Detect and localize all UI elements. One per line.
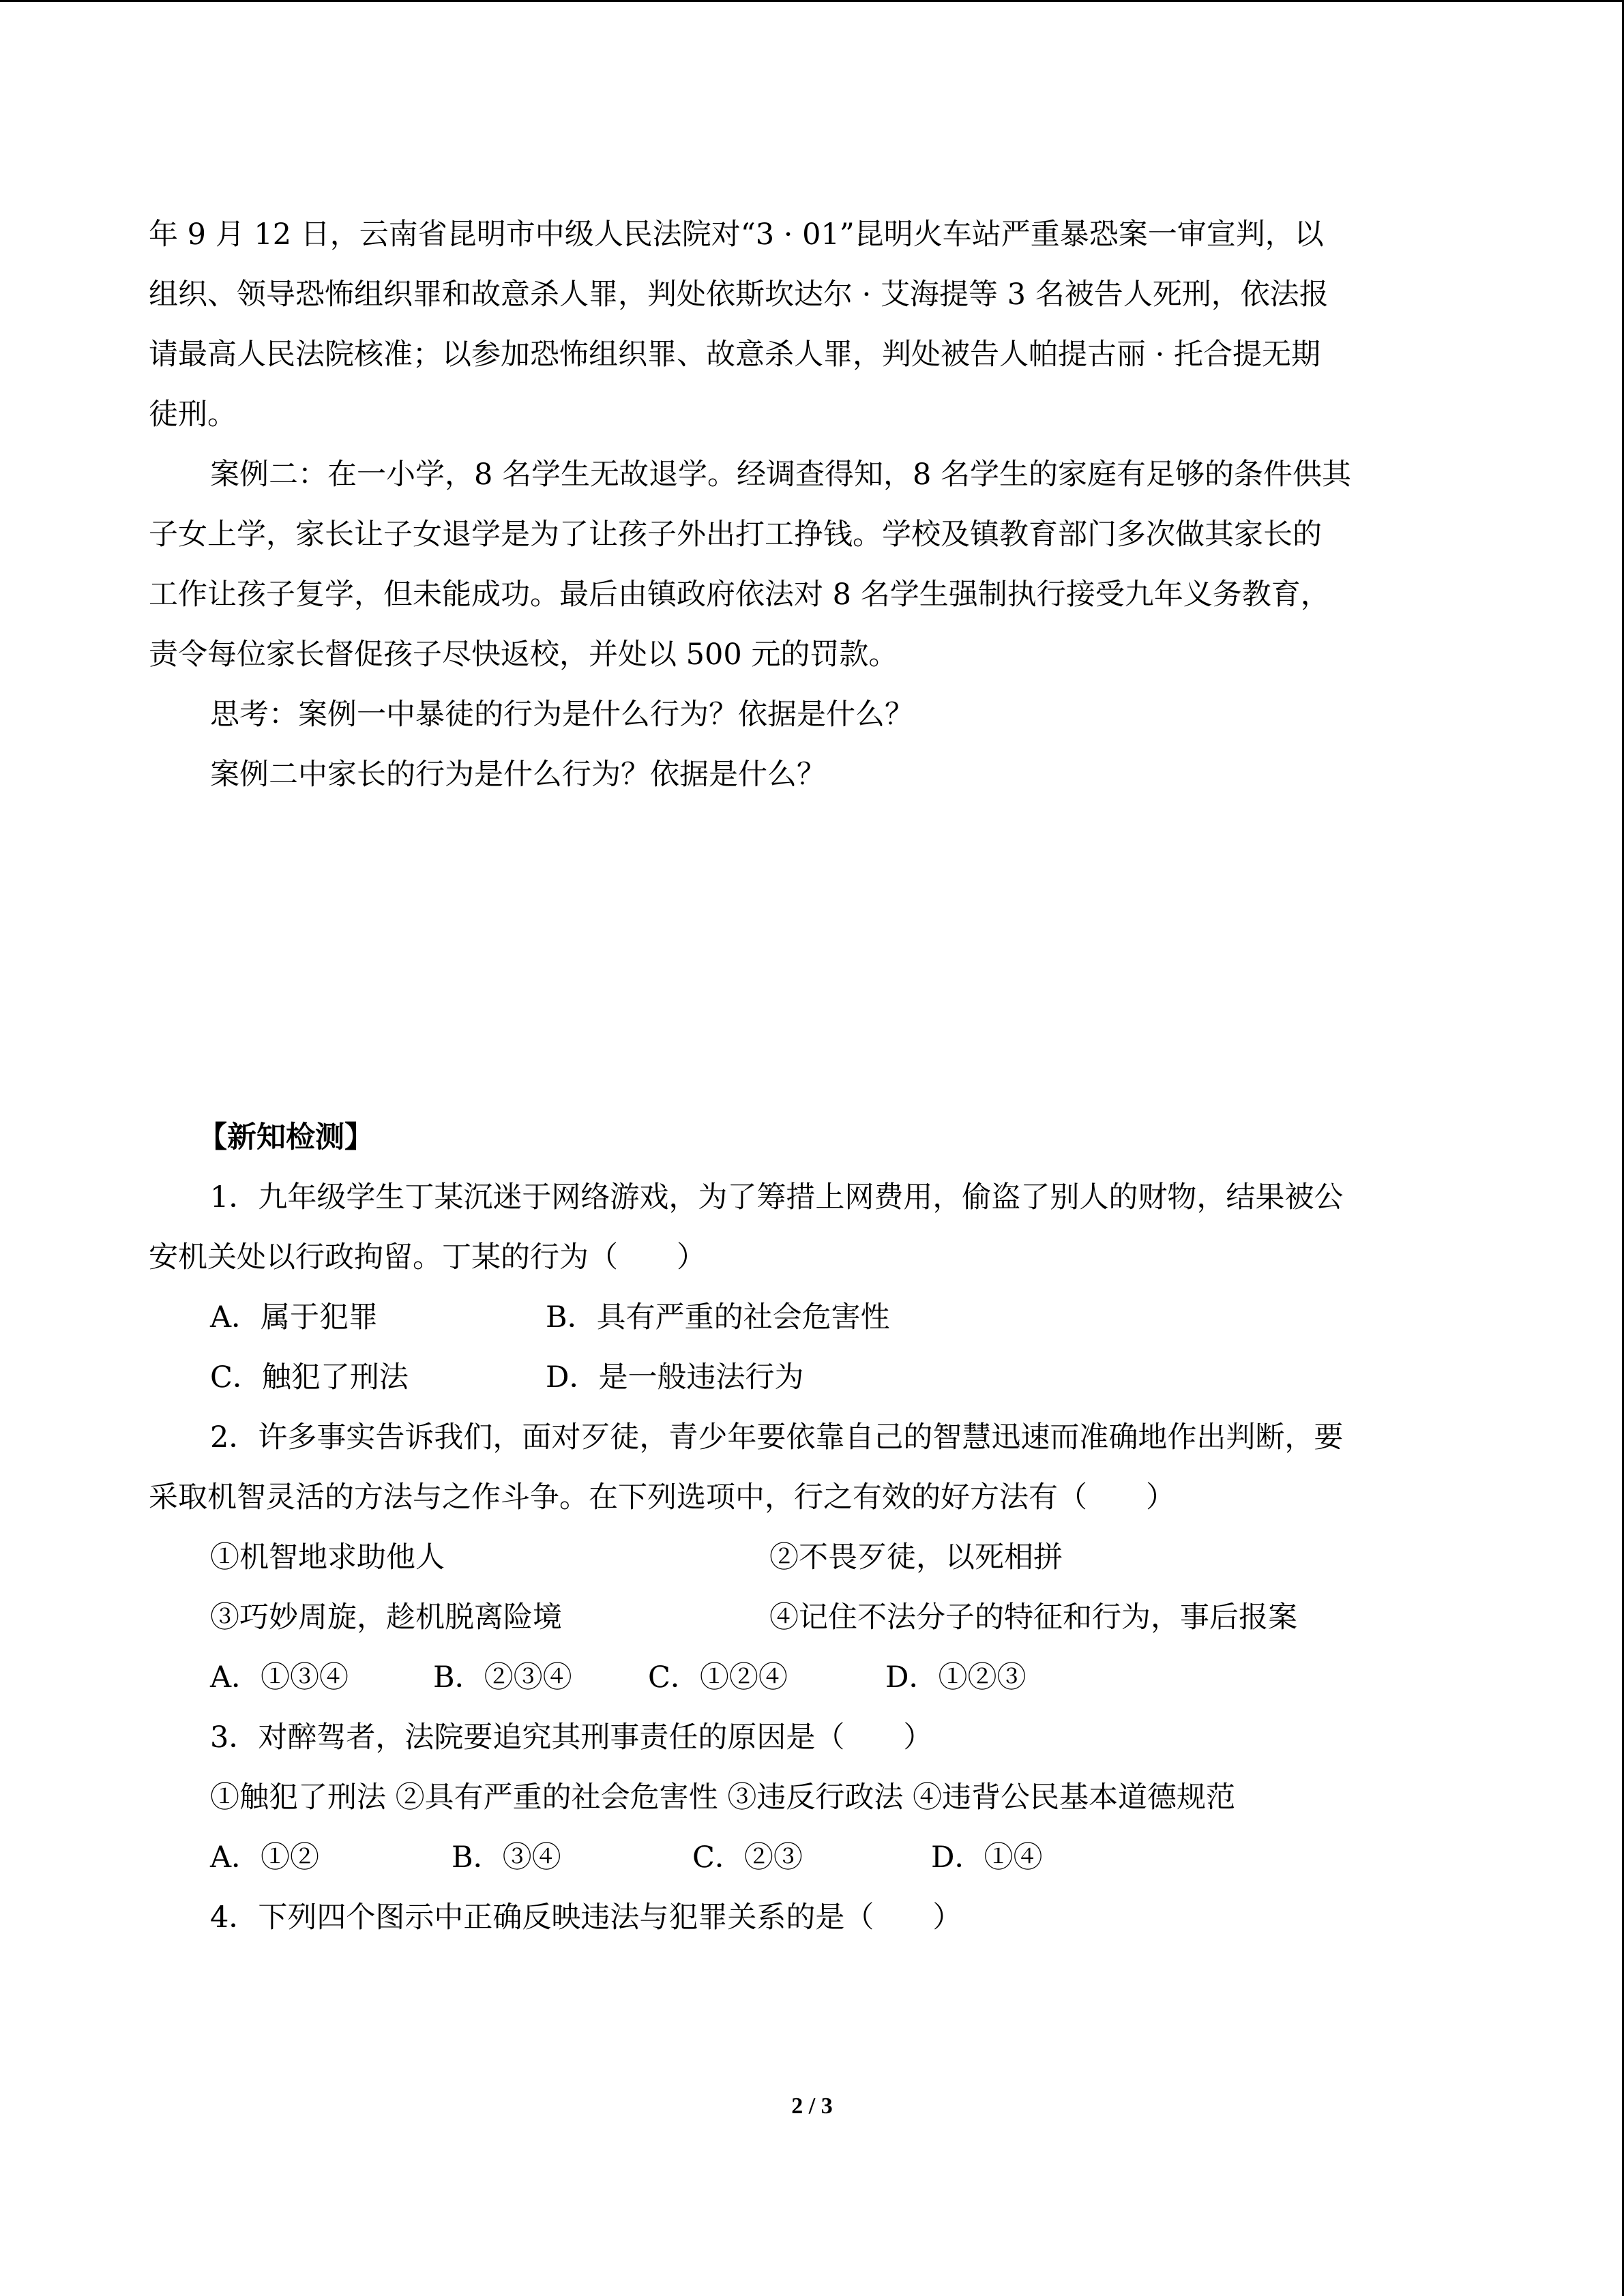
q3-option-b: B．③④ — [452, 1840, 561, 1875]
q1-option-b: B．具有严重的社会危害性 — [546, 1300, 890, 1335]
think-question-2: 案例二中家长的行为是什么行为？依据是什么？ — [210, 758, 826, 792]
case2-line-4: 责令每位家长督促孩子尽快返校，并处以 500 元的罚款。 — [149, 638, 898, 672]
case1-line-1: 年 9 月 12 日，云南省昆明市中级人民法院对“3 · 01”昆明火车站严重暴恐案一审宣判，以 — [149, 218, 1324, 252]
q2-option-a: A．①③④ — [210, 1660, 349, 1695]
case2-line-2: 子女上学，家长让子女退学是为了让孩子外出打工挣钱。学校及镇教育部门多次做其家长的 — [149, 518, 1322, 552]
q1-option-c: C．触犯了刑法 — [210, 1360, 409, 1395]
page-top-border — [0, 0, 1623, 2]
case2-line-1: 案例二：在一小学，8 名学生无故退学。经调查得知，8 名学生的家庭有足够的条件供其 — [210, 458, 1352, 492]
case1-line-3: 请最高人民法院核准；以参加恐怖组织罪、故意杀人罪，判处被告人帕提古丽 · 托合提无期 — [149, 338, 1321, 372]
q2-option-c: C．①②④ — [648, 1660, 788, 1695]
case1-line-2: 组织、领导恐怖组织罪和故意杀人罪，判处依斯坎达尔 · 艾海提等 3 名被告人死刑，依法报 — [149, 278, 1329, 312]
q2-item-3: ③巧妙周旋，趁机脱离险境 — [210, 1600, 562, 1635]
q2-item-1: ①机智地求助他人 — [210, 1540, 445, 1575]
q3-option-a: A．①② — [210, 1840, 320, 1875]
section-heading: 【新知检测】 — [198, 1120, 374, 1154]
q4-stem: 4．下列四个图示中正确反映违法与犯罪关系的是（ ） — [210, 1900, 962, 1935]
q3-items: ①触犯了刑法 ②具有严重的社会危害性 ③违反行政法 ④违背公民基本道德规范 — [210, 1780, 1236, 1815]
think-question-1: 思考：案例一中暴徒的行为是什么行为？依据是什么？ — [210, 698, 914, 732]
q2-option-d: D．①②③ — [885, 1660, 1027, 1695]
q2-stem-line-2: 采取机智灵活的方法与之作斗争。在下列选项中，行之有效的好方法有（ ） — [149, 1480, 1175, 1515]
page-number: 2 / 3 — [791, 2093, 833, 2119]
q1-stem-line-2: 安机关处以行政拘留。丁某的行为（ ） — [149, 1240, 706, 1274]
q3-stem: 3．对醉驾者，法院要追究其刑事责任的原因是（ ） — [210, 1720, 933, 1755]
case2-line-3: 工作让孩子复学，但未能成功。最后由镇政府依法对 8 名学生强制执行接受九年义务教育， — [149, 578, 1330, 612]
q2-stem-line-1: 2．许多事实告诉我们，面对歹徒，青少年要依靠自己的智慧迅速而准确地作出判断，要 — [210, 1420, 1344, 1455]
q1-option-d: D．是一般违法行为 — [546, 1360, 804, 1395]
q3-option-d: D．①④ — [931, 1840, 1043, 1875]
q1-stem-line-1: 1．九年级学生丁某沉迷于网络游戏，为了筹措上网费用，偷盗了别人的财物，结果被公 — [210, 1180, 1344, 1214]
case1-line-4: 徒刑。 — [149, 398, 237, 432]
q1-option-a: A．属于犯罪 — [210, 1300, 379, 1335]
q3-option-c: C．②③ — [692, 1840, 803, 1875]
q2-item-4: ④记住不法分子的特征和行为，事后报案 — [769, 1600, 1297, 1635]
q2-item-2: ②不畏歹徒，以死相拼 — [769, 1540, 1063, 1575]
q2-option-b: B．②③④ — [433, 1660, 572, 1695]
